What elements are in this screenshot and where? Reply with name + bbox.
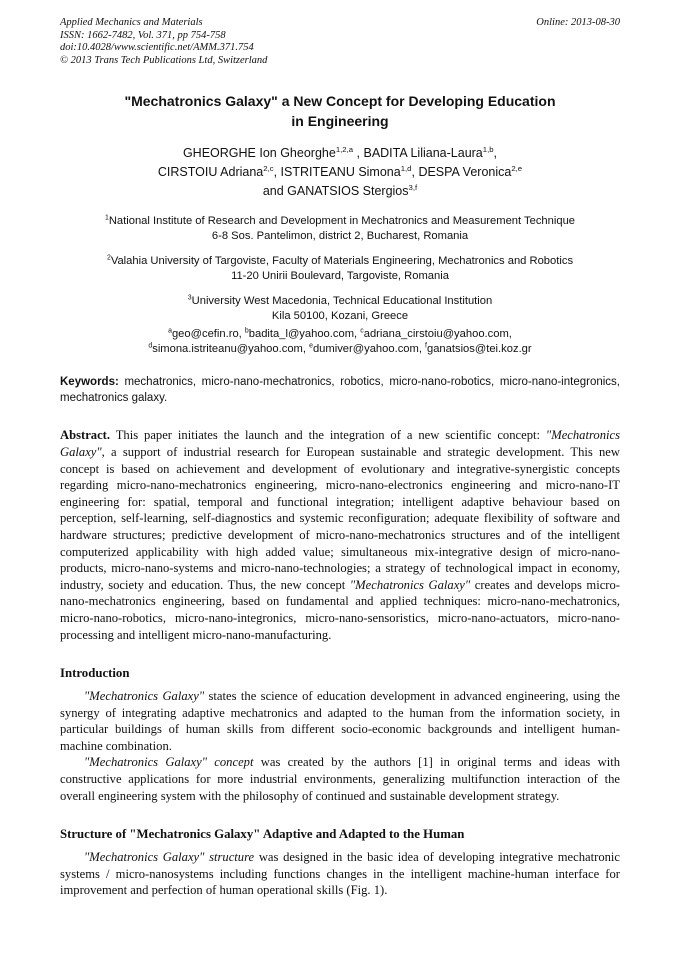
journal-name: Applied Mechanics and Materials: [60, 17, 203, 28]
email-line: [60, 327, 620, 342]
author-name: CIRSTOIU Adriana: [157, 165, 264, 180]
author-name: , ISTRITEANU Simona: [273, 165, 401, 180]
affiliation-list: [60, 214, 620, 324]
email-list: [60, 327, 620, 357]
author-line: [60, 182, 620, 201]
affiliation-sup: 1: [104, 214, 109, 222]
abstract-label: Abstract.: [60, 428, 111, 443]
title-line-1: "Mechatronics Galaxy" a New Concept for Developing Education: [124, 93, 556, 110]
affiliation-address: 11-20 Unirii Boulevard, Targoviste, Romania: [231, 270, 449, 283]
email-sup: c: [360, 327, 364, 335]
abstract-text: creates and develops micro-nano-mechatronics engineering, based on fundamental and applied techniques: micro-nano-mechatronics, micro-nano-robotics, micro-nano-integronics, micro-nano-sensoristics, micro-nano-actuators, micro-nano-processing and intelligent micro-nano-manufacturing.: [60, 577, 620, 642]
paragraph-text: states the science of education development in advanced engineering, using the synergy of integrating adaptive mechatronics and adapted to the human from the information society, in particular buildings of human skills from different socio-economic backgrounds and intelligent human-machine combination.: [60, 689, 620, 753]
abstract-text: , a support of industrial research for European sustainable and strategic development. This new concept is based on achievement and development of evolutionary and integrative-synergistic concepts regarding micro-nano-mechatronics engineering, micro-nano-electronics engineering and micro-nano-IT engineering for: spatial, temporal and functional integration; intelligent adaptive behaviour based on perception, self-learning, self-diagnostics and systemic reconfiguration; adequate flexibility of software and hardware structures; predictive development of micro-nano-mechatronics structures and of the intelligent computerized applicability with high added value; simultaneous mix-integrative design of micro-nano-products, micro-nano-systems and micro-nano-technologies; a strategy of technological impact in economy, industry, society and education. Thus, the new concept: [60, 444, 620, 592]
structure-paragraph-1: [60, 849, 620, 899]
email-address: geo@cefin.ro,: [171, 328, 245, 341]
title-line-2: in Engineering: [291, 113, 389, 130]
section-heading-introduction: Introduction: [60, 666, 130, 681]
author-affil-sup: 3,f: [408, 183, 418, 193]
affiliation-item: [60, 254, 620, 284]
journal-info: [60, 17, 267, 67]
email-sup: d: [148, 342, 153, 350]
affiliation-institute: University West Macedonia, Technical Educational Institution: [191, 295, 493, 308]
affiliation-sup: 3: [187, 294, 192, 302]
author-affil-sup: 1,2,a: [335, 145, 354, 155]
email-address: badita_l@yahoo.com,: [248, 328, 361, 341]
abstract-concept-italic: "Mechatronics Galaxy": [60, 428, 620, 459]
email-address: adriana_cirstoiu@yahoo.com,: [363, 328, 512, 341]
paragraph-lead-italic: "Mechatronics Galaxy" concept: [84, 755, 254, 770]
doi-line: doi:10.4028/www.scientific.net/AMM.371.754: [60, 42, 254, 54]
paragraph-text: was created by the authors [1] in original terms and ideas with constructive applications for more industrial environments, generalizing multifunction interaction of the overall engineering system with the philosophy of continued and sustainable development strategy.: [60, 755, 620, 803]
email-sup: e: [309, 342, 313, 350]
author-list: [60, 144, 620, 201]
issn-line: ISSN: 1662-7482, Vol. 371, pp 754-758: [60, 29, 226, 41]
intro-paragraph-2: [60, 754, 620, 804]
keywords-label: Keywords:: [60, 376, 119, 389]
copyright-line: © 2013 Trans Tech Publications Ltd, Switzerland: [60, 54, 268, 66]
email-line: [60, 342, 620, 357]
abstract-block: [60, 427, 620, 643]
affiliation-address: Kila 50100, Kozani, Greece: [271, 310, 409, 323]
paragraph-lead-italic: "Mechatronics Galaxy" structure: [84, 850, 255, 865]
affiliation-institute: National Institute of Research and Development in Mechatronics and Measurement Technique: [108, 215, 576, 228]
email-address: ganatsios@tei.koz.gr: [426, 343, 532, 356]
abstract-text: This paper initiates the launch and the integration of a new scientific concept:: [110, 428, 546, 443]
email-sup: f: [425, 342, 427, 350]
author-name: and GANATSIOS Stergios: [262, 184, 409, 199]
online-date: Online: 2013-08-30: [536, 17, 620, 28]
author-name: , BADITA Liliana-Laura: [353, 146, 483, 161]
author-line: [60, 144, 620, 163]
section-heading-structure: Structure of "Mechatronics Galaxy" Adaptive and Adapted to the Human: [60, 827, 465, 842]
author-name: GHEORGHE Ion Gheorghe: [182, 146, 336, 161]
author-affil-sup: 1,d: [400, 164, 412, 174]
affiliation-address: 6-8 Sos. Pantelimon, district 2, Bucharest, Romania: [211, 230, 469, 243]
author-affil-sup: 2,c: [263, 164, 274, 174]
abstract-concept-italic: "Mechatronics Galaxy": [349, 577, 471, 592]
paragraph-lead-italic: "Mechatronics Galaxy": [84, 689, 205, 704]
affiliation-item: [60, 214, 620, 244]
email-sup: a: [168, 327, 172, 335]
keywords-text: mechatronics, micro-nano-mechatronics, robotics, micro-nano-robotics, micro-nano-integronics, mechatronics galaxy.: [60, 376, 620, 405]
intro-paragraph-1: [60, 688, 620, 754]
affiliation-institute: Valahia University of Targoviste, Faculty of Materials Engineering, Mechatronics and Robotics: [110, 255, 574, 268]
email-sup: b: [244, 327, 249, 335]
paragraph-text: was designed in the basic idea of developing integrative mechatronic systems / micro-nanosystems including functions changes in the intelligent machine-human interface for improvement and perfection of human operational skills (Fig. 1).: [60, 850, 620, 898]
affiliation-sup: 2: [106, 254, 111, 262]
author-line: [60, 163, 620, 182]
email-address: simona.istriteanu@yahoo.com,: [152, 343, 310, 356]
journal-header: [60, 17, 620, 67]
author-affil-sup: 1,b: [482, 145, 494, 155]
paper-title: [60, 91, 620, 131]
author-separator: ,: [493, 146, 498, 161]
email-address: dumiver@yahoo.com,: [312, 343, 426, 356]
keywords-block: [60, 374, 620, 406]
author-affil-sup: 2,e: [511, 164, 523, 174]
author-name: , DESPA Veronica: [411, 165, 512, 180]
affiliation-item: [60, 294, 620, 324]
